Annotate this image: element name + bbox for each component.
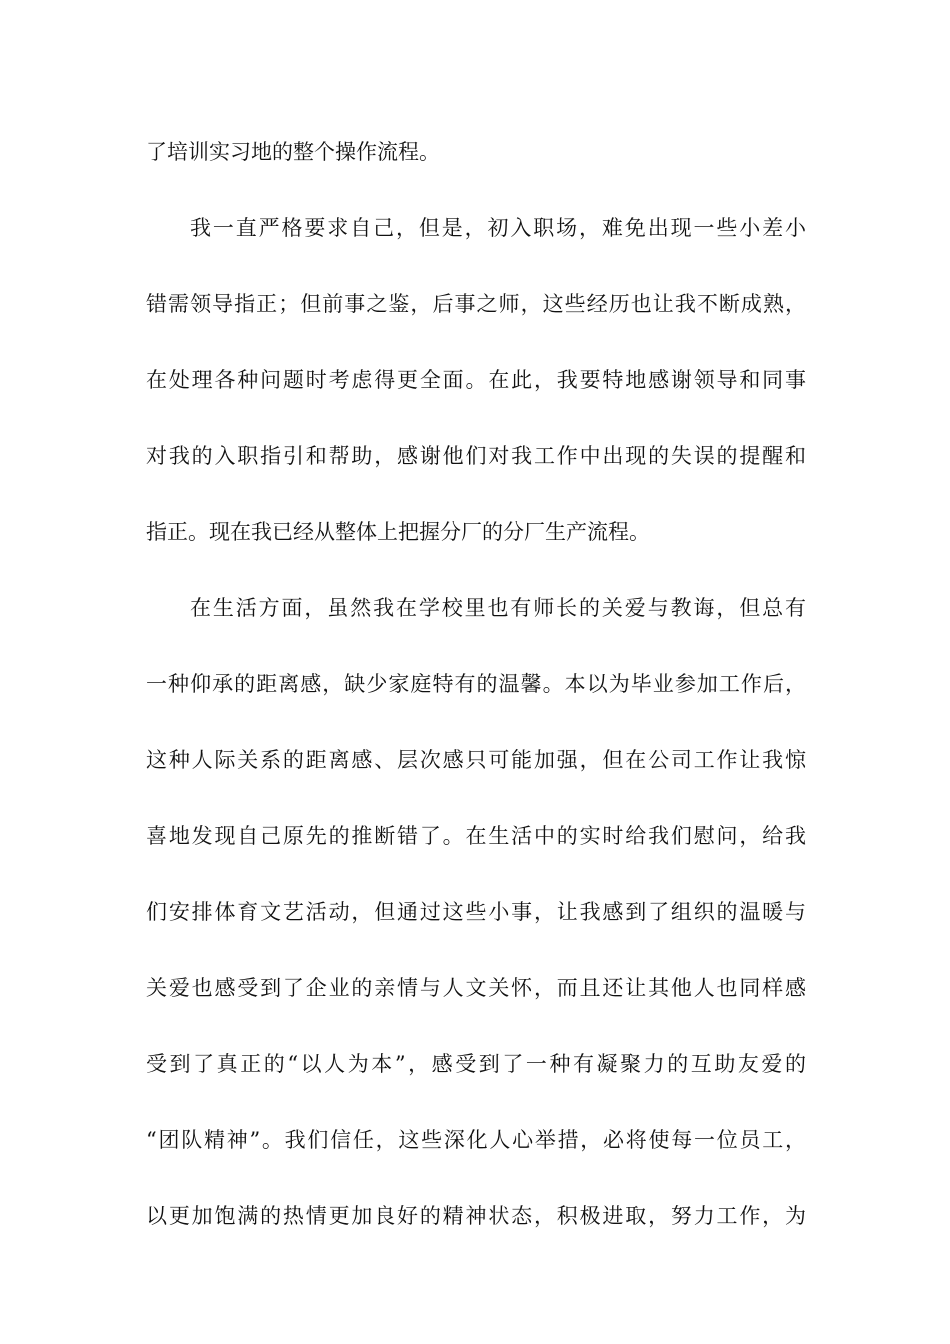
paragraph-3-line-7: 受到了真正的“以人为本”，感受到了一种有凝聚力的互助友爱的 [146,1052,806,1076]
paragraph-3-line-6: 关爱也感受到了企业的亲情与人文关怀，而且还让其他人也同样感 [146,976,806,1000]
paragraph-3-line-8: “团队精神”。我们信任，这些深化人心举措，必将使每一位员工， [146,1128,806,1152]
paragraph-3-line-5: 们安排体育文艺活动，但通过这些小事，让我感到了组织的温暖与 [146,900,806,924]
paragraph-2-line-5: 指正。现在我已经从整体上把握分厂的分厂生产流程。 [146,520,650,544]
paragraph-3-line-3: 这种人际关系的距离感、层次感只可能加强，但在公司工作让我惊 [146,748,806,772]
paragraph-3-line-9: 以更加饱满的热情更加良好的精神状态，积极进取，努力工作，为 [146,1204,806,1228]
paragraph-3-line-2: 一种仰承的距离感，缺少家庭特有的温馨。本以为毕业参加工作后， [146,672,806,696]
paragraph-2-line-4: 对我的入职指引和帮助，感谢他们对我工作中出现的失误的提醒和 [146,444,806,468]
paragraph-1-line-1: 了培训实习地的整个操作流程。 [146,140,440,164]
paragraph-2-line-2: 错需领导指正；但前事之鉴，后事之师，这些经历也让我不断成熟， [146,292,806,316]
paragraph-2-line-3: 在处理各种问题时考虑得更全面。在此，我要特地感谢领导和同事 [146,368,806,392]
document-body [146,132,806,1272]
paragraph-2-line-1: 我一直严格要求自己，但是，初入职场，难免出现一些小差小 [190,216,806,240]
paragraph-3-line-4: 喜地发现自己原先的推断错了。在生活中的实时给我们慰问，给我 [146,824,806,848]
paragraph-3-line-1: 在生活方面，虽然我在学校里也有师长的关爱与教诲，但总有 [190,596,806,620]
